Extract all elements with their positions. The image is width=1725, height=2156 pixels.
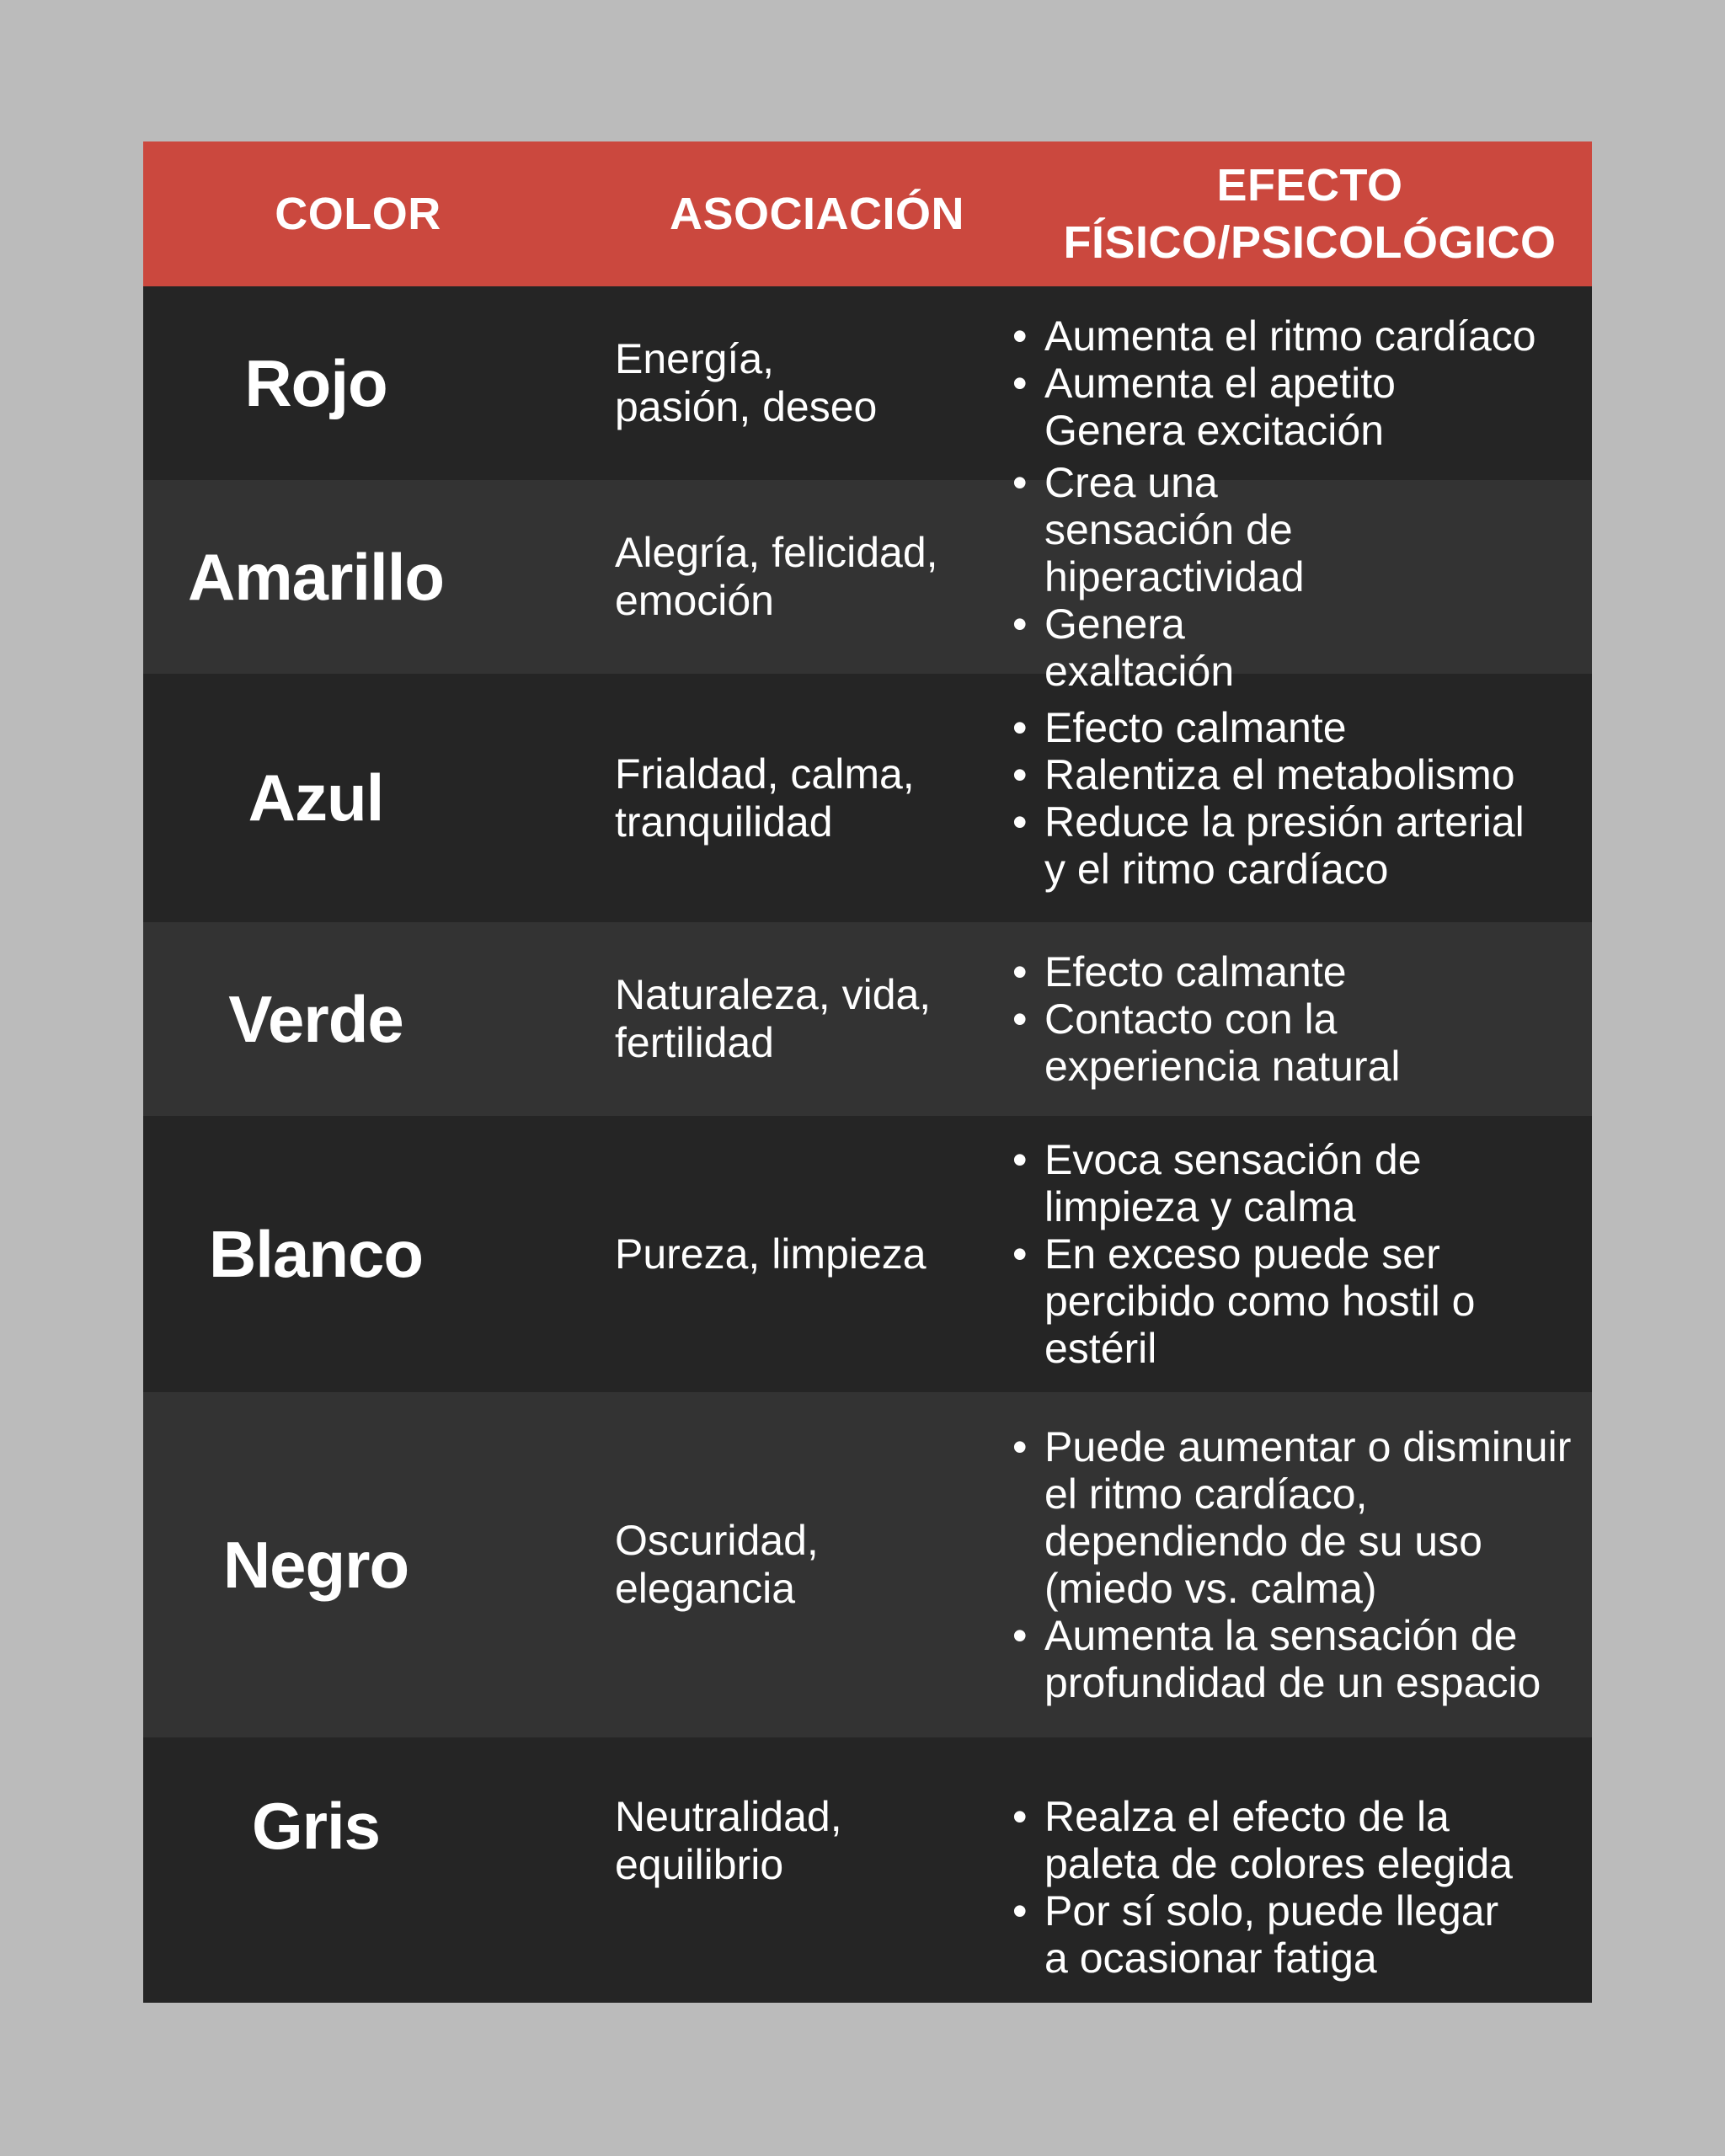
effects xyxy=(994,948,1592,1090)
association xyxy=(564,971,994,1067)
table-row xyxy=(143,459,1592,695)
effect-item: • Contacto con la experiencia natural xyxy=(1012,995,1423,1090)
association xyxy=(564,335,994,431)
color-name: Rojo xyxy=(244,345,387,420)
table-row xyxy=(143,922,1592,1116)
table-row xyxy=(143,1392,1592,1737)
table-row xyxy=(143,1116,1592,1392)
effect-item: • Aumenta el ritmo cardíaco xyxy=(1012,312,1592,360)
association-line: fertilidad xyxy=(615,1019,774,1066)
effect-item: • Aumenta el apetito xyxy=(1012,360,1592,407)
color-name: Amarillo xyxy=(187,539,445,614)
effect-item: • Evoca sensación de limpieza y calma xyxy=(1012,1136,1499,1230)
table-row xyxy=(143,1737,1592,2003)
color-psychology-table xyxy=(143,141,1592,2003)
table-row xyxy=(143,674,1592,922)
association-line: Alegría, felicidad, xyxy=(615,529,938,576)
association-line: equilibrio xyxy=(615,1841,784,1888)
association-line: tranquilidad xyxy=(615,798,833,846)
association-line: pasión, deseo xyxy=(615,383,878,430)
effect-item: • Genera exaltación xyxy=(1012,600,1381,695)
effects xyxy=(994,312,1592,454)
association xyxy=(564,750,994,846)
association xyxy=(564,529,994,625)
header-effect xyxy=(1019,157,1592,271)
header-effect-line1: EFECTO xyxy=(1216,160,1403,211)
effect-item: • Ralentiza el metabolismo xyxy=(1012,751,1533,798)
header-association: ASOCIACIÓN xyxy=(669,189,964,239)
effect-item: Genera excitación xyxy=(1044,407,1385,454)
effect-item: • Puede aumentar o disminuir el ritmo cardíaco, dependiendo de su uso (miedo vs. calma) xyxy=(1012,1423,1575,1612)
effect-item: • Reduce la presión arterial y el ritmo cardíaco xyxy=(1012,798,1533,893)
association xyxy=(564,1517,994,1613)
color-name: Gris xyxy=(251,1789,381,1863)
association-line: Pureza, limpieza xyxy=(615,1230,927,1278)
effects xyxy=(994,1423,1592,1706)
association-line: Neutralidad, xyxy=(615,1793,842,1840)
effect-item: • Por sí solo, puede llegar a ocasionar fatiga xyxy=(1012,1887,1525,1982)
color-name: Negro xyxy=(222,1527,409,1602)
association-line: elegancia xyxy=(615,1565,796,1612)
effects xyxy=(994,459,1592,695)
effect-item: • En exceso puede ser percibido como hostil o estéril xyxy=(1012,1230,1499,1372)
effect-item: • Aumenta la sensación de profundidad de un espacio xyxy=(1012,1612,1575,1706)
association-line: Naturaleza, vida, xyxy=(615,971,932,1018)
association-line: emoción xyxy=(615,577,774,624)
color-name: Blanco xyxy=(208,1216,424,1291)
table-row xyxy=(143,286,1592,480)
effect-item: • Realza el efecto de la paleta de colores elegida xyxy=(1012,1793,1525,1887)
effect-item: • Efecto calmante xyxy=(1012,704,1533,751)
header-color: COLOR xyxy=(275,189,441,239)
association xyxy=(564,1230,994,1278)
association xyxy=(564,1788,994,1889)
effect-item: • Efecto calmante xyxy=(1012,948,1423,995)
color-name: Azul xyxy=(248,760,384,835)
effects xyxy=(994,1788,1592,1982)
effect-item: • Crea una sensación de hiperactividad xyxy=(1012,459,1381,600)
effects xyxy=(994,1136,1592,1372)
header-effect-line2: FÍSICO/PSICOLÓGICO xyxy=(1063,217,1557,268)
association-line: Frialdad, calma, xyxy=(615,750,915,798)
color-name: Verde xyxy=(228,981,403,1056)
association-line: Energía, xyxy=(615,335,775,382)
association-line: Oscuridad, xyxy=(615,1517,819,1564)
effects xyxy=(994,704,1592,893)
table-header xyxy=(143,141,1592,286)
